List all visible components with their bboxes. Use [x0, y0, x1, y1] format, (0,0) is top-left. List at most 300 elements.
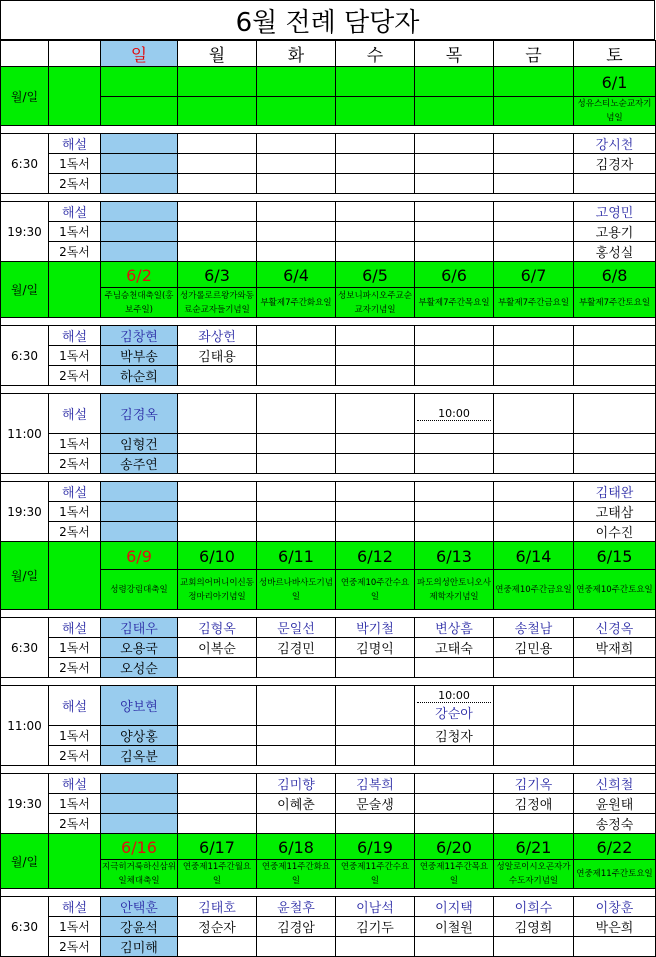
assignee-cell: [336, 222, 415, 242]
date-label: 6/16: [121, 837, 157, 857]
feast-cell: [415, 97, 494, 126]
page-title: 6월 전례 담당자: [0, 0, 655, 40]
assignee-cell: [574, 346, 656, 366]
mass-row-reader2: [1, 522, 656, 542]
mass-row-reader1: [1, 434, 656, 454]
spacer-cell: [1, 678, 656, 686]
date-cell: [336, 67, 415, 97]
assignee-cell: [415, 794, 494, 814]
feast-label: 교회의어머니이신동정마리아기념일: [180, 577, 254, 602]
feast-cell: [336, 570, 415, 610]
assignee-cell: [494, 774, 574, 794]
date-cell: [178, 262, 257, 288]
feast-label: 연중제11주간월요일: [182, 862, 252, 886]
assignee-cell: [494, 502, 574, 522]
assignee-name: 양상홍: [120, 730, 158, 745]
date-label: [494, 81, 573, 83]
assignee-cell: [574, 746, 656, 766]
assignee-name: 김민용: [514, 642, 553, 657]
mass-row-commentary: [1, 897, 656, 917]
feast-label: 주님승천대축일(홍보주일): [104, 290, 174, 315]
assignee-cell: [494, 726, 574, 746]
date-cell: [494, 67, 574, 97]
assignee-cell: [494, 482, 574, 502]
assignee-name: 고용기: [595, 226, 634, 241]
assignee-cell: [101, 658, 178, 678]
feast-cell: [101, 570, 178, 610]
mass-row-reader2: [1, 454, 656, 474]
assignee-cell: [494, 174, 574, 194]
date-label: 6/13: [436, 546, 472, 566]
assignee-name: 박기철: [356, 622, 394, 637]
assignee-cell: [336, 454, 415, 474]
assignee-name: 강시천: [595, 138, 634, 153]
feast-cell: [257, 97, 336, 126]
date-label: [178, 81, 256, 83]
date-row: [1, 262, 656, 288]
assignee-name: 김태완: [595, 486, 634, 501]
mass-row-reader2: [1, 814, 656, 834]
date-label: 6/14: [515, 546, 552, 566]
assignee-cell: [101, 897, 178, 917]
role-label: 1독서: [49, 917, 101, 937]
spacer-row: [1, 474, 656, 482]
date-cell: [257, 834, 336, 860]
assignee-cell: [336, 897, 415, 917]
assignee-name: 김경암: [277, 921, 315, 936]
assignee-name: 문일선: [277, 622, 315, 637]
role-label: 1독서: [49, 346, 101, 366]
date-cell: [415, 542, 494, 570]
assignee-name: 이창훈: [595, 901, 634, 916]
assignee-cell: [415, 522, 494, 542]
assignee-cell: [101, 502, 178, 522]
role-label: 해설: [49, 618, 101, 638]
feast-label: 부활제7주간목요일: [418, 297, 490, 308]
feast-label: 성유스티노순교자기념일: [577, 99, 652, 123]
assignee-name: 이복순: [198, 642, 236, 657]
date-row: [1, 67, 656, 97]
weekday-sunday: 일: [101, 41, 178, 67]
assignee-cell: [574, 917, 656, 937]
assignee-name: 윤원태: [595, 798, 634, 813]
assignee-cell: [494, 394, 574, 434]
date-label: 6/11: [278, 546, 314, 566]
assignee-cell: [574, 686, 656, 726]
assignee-cell: [415, 242, 494, 262]
assignee-name: 김경민: [277, 642, 315, 657]
assignee-cell: [257, 502, 336, 522]
mass-time: 6:30: [1, 618, 49, 678]
feast-label: 연중제10주간토요일: [576, 584, 653, 595]
role-label: 1독서: [49, 154, 101, 174]
assignee-name: 이수진: [595, 526, 634, 541]
assignee-cell: [415, 366, 494, 386]
feast-cell: [494, 570, 574, 610]
mass-row-commentary: [1, 394, 656, 434]
role-label: 2독서: [49, 814, 101, 834]
date-label: 6/3: [204, 265, 230, 285]
weekday-friday: 금: [494, 41, 574, 67]
date-cell: [494, 834, 574, 860]
assignee-name: 송철남: [514, 622, 553, 637]
date-label: 6/12: [357, 546, 393, 566]
mass-row-commentary: [1, 618, 656, 638]
feast-cell: [101, 97, 178, 126]
assignee-cell: [415, 917, 494, 937]
assignee-name: 김정애: [514, 798, 553, 813]
assignee-cell: [178, 326, 257, 346]
spacer-row: [1, 194, 656, 202]
date-label: 6/7: [520, 265, 547, 285]
role-label: 2독서: [49, 366, 101, 386]
date-label: 6/19: [357, 837, 393, 857]
assignee-name: 윤철후: [277, 901, 315, 916]
assignee-cell: [257, 482, 336, 502]
date-cell: [415, 67, 494, 97]
assignee-cell: [494, 154, 574, 174]
date-label: [257, 81, 335, 83]
spacer-row: [1, 678, 656, 686]
date-label: 6/2: [126, 265, 152, 285]
date-cell: [178, 834, 257, 860]
assignee-cell: [494, 326, 574, 346]
mass-time: 11:00: [1, 686, 49, 766]
assignee-name: 김기두: [356, 921, 394, 936]
feast-cell: [494, 860, 574, 889]
assignee-cell: [494, 686, 574, 726]
assignee-name: 홍성실: [595, 246, 634, 261]
feast-label: 성알로이시오곤자가수도자기념일: [496, 862, 571, 886]
assignee-name: 변상흠: [435, 622, 473, 637]
date-label: 6/4: [283, 265, 309, 285]
assignee-cell: [415, 814, 494, 834]
assignee-name: 오용국: [120, 642, 158, 657]
spacer-cell: [1, 610, 656, 618]
assignee-cell: [336, 658, 415, 678]
assignee-name: 김태용: [198, 350, 236, 365]
date-row: [1, 834, 656, 860]
assignee-cell: [336, 746, 415, 766]
date-cell: [257, 67, 336, 97]
spacer-row: [1, 610, 656, 618]
assignee-cell: [257, 202, 336, 222]
assignee-cell: [494, 937, 574, 957]
assignee-cell: [257, 346, 336, 366]
date-label: 6/10: [199, 546, 235, 566]
assignee-cell: [257, 814, 336, 834]
date-cell: [257, 542, 336, 570]
feast-label: 연중제10주간수요일: [340, 577, 410, 602]
assignee-cell: [494, 454, 574, 474]
assignee-cell: [178, 937, 257, 957]
assignee-name: 강순아: [435, 707, 473, 722]
assignee-cell: [494, 434, 574, 454]
date-row: [1, 542, 656, 570]
feast-label: 성바르나바사도기념일: [259, 577, 333, 602]
assignee-cell: [257, 686, 336, 726]
assignee-cell: [178, 814, 257, 834]
weekday-wednesday: 수: [336, 41, 415, 67]
weekday-monday: 월: [178, 41, 257, 67]
date-cell: [101, 834, 178, 860]
spacer-cell: [1, 386, 656, 394]
assignee-cell: [101, 638, 178, 658]
date-cell: [574, 834, 656, 860]
spacer-row: [1, 318, 656, 326]
assignee-cell: [494, 658, 574, 678]
role-label: 2독서: [49, 454, 101, 474]
mass-time: 6:30: [1, 897, 49, 957]
date-cell: [336, 834, 415, 860]
assignee-cell: [178, 202, 257, 222]
mass-row-reader1: [1, 638, 656, 658]
assignee-cell: [336, 242, 415, 262]
spacer-cell: [1, 194, 656, 202]
assignee-name: 김복희: [356, 778, 394, 793]
assignee-cell: [415, 222, 494, 242]
assignee-cell: [257, 658, 336, 678]
blank-cell: [49, 542, 101, 610]
assignee-name: 김명익: [356, 642, 394, 657]
mass-time: 11:00: [1, 394, 49, 474]
assignee-cell: [574, 618, 656, 638]
assignee-cell: [574, 726, 656, 746]
assignee-cell: [336, 502, 415, 522]
assignee-cell: [178, 454, 257, 474]
assignee-cell: [257, 522, 336, 542]
assignee-name: 강윤석: [120, 921, 158, 936]
feast-label: 연중제10주간금요일: [495, 584, 572, 595]
assignee-cell: [494, 202, 574, 222]
mass-row-reader1: [1, 222, 656, 242]
assignee-cell: [101, 618, 178, 638]
assignee-cell: [178, 897, 257, 917]
assignee-cell: [415, 638, 494, 658]
assignee-cell: [336, 937, 415, 957]
assignee-cell: [101, 726, 178, 746]
assignee-cell: [257, 937, 336, 957]
assignee-cell: [257, 174, 336, 194]
assignee-cell: [101, 222, 178, 242]
feast-label: 연중제11주간화요일: [261, 862, 331, 886]
date-cell: [101, 67, 178, 97]
assignee-cell: [574, 658, 656, 678]
assignee-name: 김미해: [120, 941, 158, 956]
assignee-cell: [336, 202, 415, 222]
mass-row-reader2: [1, 242, 656, 262]
assignee-cell: [101, 482, 178, 502]
assignee-name: 김청자: [435, 730, 473, 745]
role-label: 해설: [49, 134, 101, 154]
assignee-cell: [574, 897, 656, 917]
feast-label: 연중제11주간수요일: [340, 862, 410, 886]
mass-time: 19:30: [1, 774, 49, 834]
assignee-name: 이희수: [514, 901, 553, 916]
assignee-name: 고태숙: [435, 642, 473, 657]
assignee-name: 박은희: [595, 921, 634, 936]
feast-label: 지극히거룩하신삼위일체대축일: [102, 862, 176, 886]
assignee-cell: [257, 638, 336, 658]
assignee-cell: [101, 746, 178, 766]
date-label: 6/5: [362, 265, 388, 285]
feast-cell: [178, 860, 257, 889]
assignee-cell: [178, 658, 257, 678]
date-label: 6/22: [596, 837, 633, 857]
mass-row-reader2: [1, 746, 656, 766]
date-label: 6/20: [436, 837, 472, 857]
assignee-name: 김미향: [277, 778, 315, 793]
spacer-cell: [1, 318, 656, 326]
assignee-cell: [494, 522, 574, 542]
mass-row-reader2: [1, 366, 656, 386]
mass-row-reader2: [1, 658, 656, 678]
mass-row-commentary: [1, 686, 656, 726]
assignee-cell: [257, 746, 336, 766]
feast-label: 성보니파시오주교순교자기념일: [338, 290, 412, 315]
assignee-cell: [336, 434, 415, 454]
feast-cell: [415, 288, 494, 318]
assignee-name: 김옥분: [120, 750, 158, 765]
assignee-cell: [336, 774, 415, 794]
assignee-name: 김영희: [514, 921, 553, 936]
feast-cell: [336, 288, 415, 318]
assignee-cell: [101, 346, 178, 366]
assignee-cell: [336, 618, 415, 638]
assignee-cell: [257, 222, 336, 242]
assignee-cell: [494, 242, 574, 262]
assignee-cell: [574, 482, 656, 502]
mass-row-commentary: [1, 134, 656, 154]
date-cell: [574, 67, 656, 97]
month-day-label: 월/일: [1, 834, 49, 889]
date-label: 6/21: [515, 837, 552, 857]
feast-cell: [574, 570, 656, 610]
assignee-cell: [101, 366, 178, 386]
mass-row-commentary: [1, 482, 656, 502]
assignee-cell: [178, 434, 257, 454]
assignee-cell: [101, 774, 178, 794]
assignee-cell: [336, 638, 415, 658]
assignee-cell: [415, 726, 494, 746]
feast-cell: [101, 288, 178, 318]
role-label: 해설: [49, 202, 101, 222]
assignee-cell: [415, 134, 494, 154]
role-label: 1독서: [49, 794, 101, 814]
assignee-name: 좌상헌: [198, 330, 236, 345]
assignee-cell: [415, 434, 494, 454]
assignee-cell: [101, 394, 178, 434]
weekday-saturday: 토: [574, 41, 656, 67]
assignee-name: 양보현: [120, 700, 158, 715]
role-label: 2독서: [49, 937, 101, 957]
feast-cell: [574, 97, 656, 126]
assignee-cell: [494, 638, 574, 658]
assignee-cell: [574, 154, 656, 174]
assignee-cell: [494, 134, 574, 154]
role-label: 해설: [49, 774, 101, 794]
role-label: 1독서: [49, 502, 101, 522]
date-label: 6/1: [601, 72, 628, 92]
date-label: 6/15: [596, 546, 633, 566]
assignee-name: 송주연: [120, 458, 158, 473]
header-blank: [1, 41, 49, 67]
assignee-cell: [574, 814, 656, 834]
assignee-cell: [336, 794, 415, 814]
mass-row-reader1: [1, 154, 656, 174]
assignee-cell: [415, 174, 494, 194]
feast-cell: [415, 860, 494, 889]
assignee-cell: [178, 686, 257, 726]
role-label: 해설: [49, 482, 101, 502]
assignee-name: 신희철: [595, 778, 634, 793]
assignee-cell: [415, 482, 494, 502]
assignee-cell: [257, 897, 336, 917]
assignee-cell: [336, 482, 415, 502]
date-label: 6/9: [126, 546, 152, 566]
mass-row-reader1: [1, 917, 656, 937]
spacer-row: [1, 126, 656, 134]
assignee-cell: [574, 134, 656, 154]
mass-row-commentary: [1, 326, 656, 346]
mass-row-reader1: [1, 502, 656, 522]
mass-row-reader2: [1, 937, 656, 957]
date-label: [336, 81, 414, 83]
date-label: 6/18: [278, 837, 314, 857]
assignee-name: 박부송: [120, 350, 158, 365]
feast-cell: [415, 570, 494, 610]
mass-row-reader2: [1, 174, 656, 194]
assignee-cell: [101, 434, 178, 454]
assignee-name: 김기옥: [514, 778, 553, 793]
assignee-cell: [415, 774, 494, 794]
feast-cell: [178, 288, 257, 318]
role-label: 2독서: [49, 658, 101, 678]
weekday-tuesday: 화: [257, 41, 336, 67]
month-day-label: 월/일: [1, 262, 49, 318]
assignee-name: 정순자: [198, 921, 236, 936]
blank-cell: [49, 67, 101, 126]
month-day-label: 월/일: [1, 542, 49, 610]
date-cell: [178, 67, 257, 97]
spacer-row: [1, 889, 656, 897]
mass-time: 6:30: [1, 134, 49, 194]
assignee-cell: [336, 917, 415, 937]
assignee-cell: [257, 134, 336, 154]
assignee-cell: [257, 154, 336, 174]
feast-cell: [257, 860, 336, 889]
assignee-cell: [101, 794, 178, 814]
assignee-cell: [574, 394, 656, 434]
date-cell: [336, 262, 415, 288]
assignee-cell: [415, 394, 494, 434]
assignee-cell: [574, 774, 656, 794]
assignee-cell: [178, 917, 257, 937]
assignee-cell: [336, 394, 415, 434]
blank-cell: [49, 834, 101, 889]
date-cell: [336, 542, 415, 570]
assignee-name: 임형건: [120, 438, 158, 453]
assignee-cell: [336, 134, 415, 154]
assignee-name: 김태우: [120, 622, 158, 637]
assignee-name: 오성순: [120, 662, 158, 677]
assignee-cell: [494, 794, 574, 814]
assignee-cell: [494, 917, 574, 937]
date-cell: [101, 262, 178, 288]
role-label: 1독서: [49, 222, 101, 242]
assignee-cell: [336, 346, 415, 366]
assignee-cell: [415, 326, 494, 346]
